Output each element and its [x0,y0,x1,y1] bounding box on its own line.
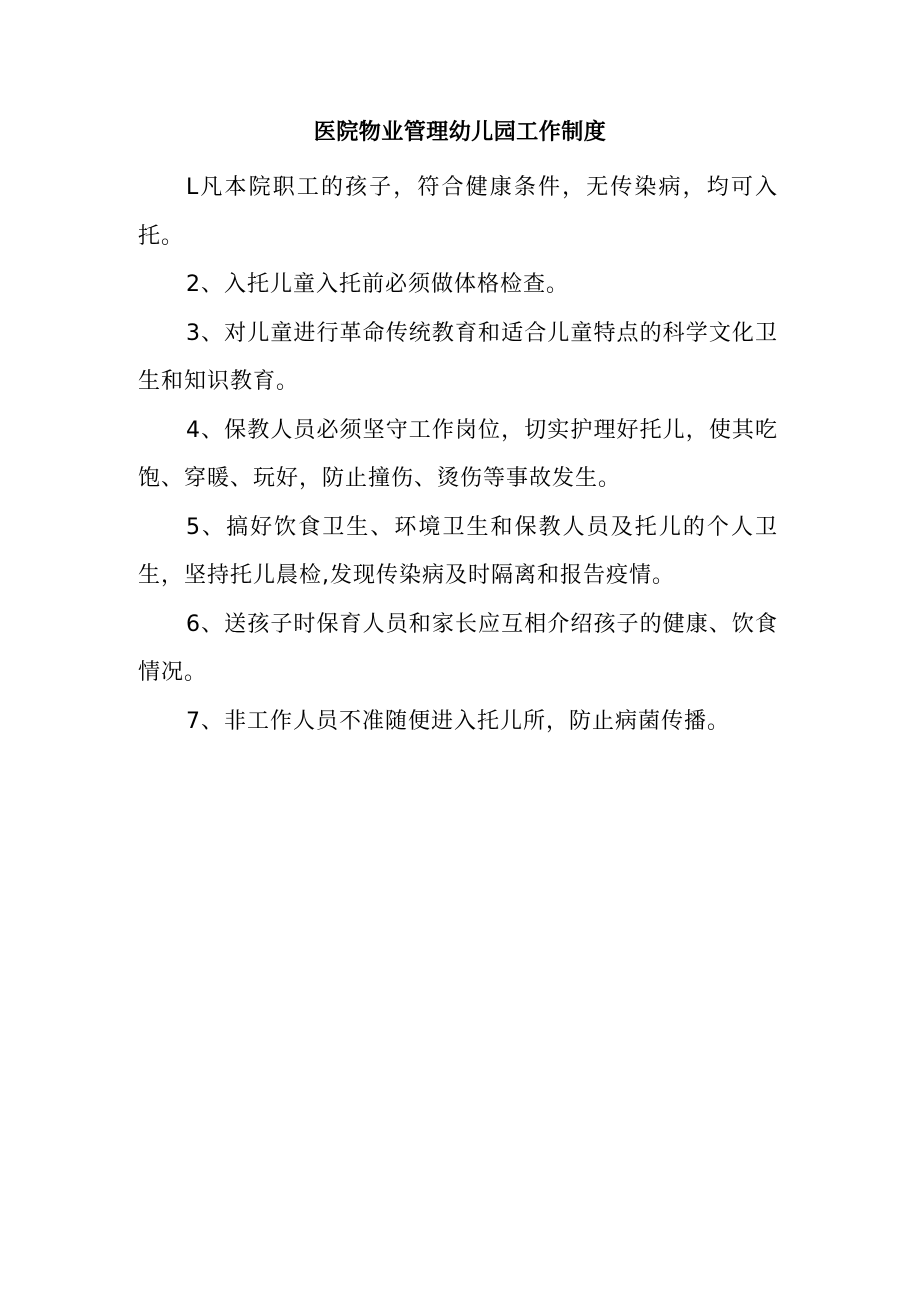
rule-paragraph-4: 4、保教人员必须坚守工作岗位，切实护理好托儿，使其吃饱、穿暖、玩好，防止撞伤、烫伤等事故发生。 [138,417,778,491]
rule-paragraph-5: 5、搞好饮食卫生、环境卫生和保教人员及托儿的个人卫生，坚持托儿晨检,发现传染病及时隔离和报告疫情。 [138,514,778,588]
rule-paragraph-7: 7、非工作人员不准随便进入托儿所，防止病菌传播。 [186,708,730,734]
document-body [138,164,778,746]
rule-paragraph-1: L凡本院职工的孩子，符合健康条件，无传染病，均可入托。 [138,175,778,249]
rule-paragraph-3: 3、对儿童进行革命传统教育和适合儿童特点的科学文化卫生和知识教育。 [138,320,778,394]
rule-paragraph-6: 6、送孩子时保育人员和家长应互相介绍孩子的健康、饮食情况。 [138,611,778,685]
document-title: 医院物业管理幼儿园工作制度 [313,120,607,145]
rule-paragraph-2: 2、入托儿童入托前必须做体格检查。 [186,272,569,297]
